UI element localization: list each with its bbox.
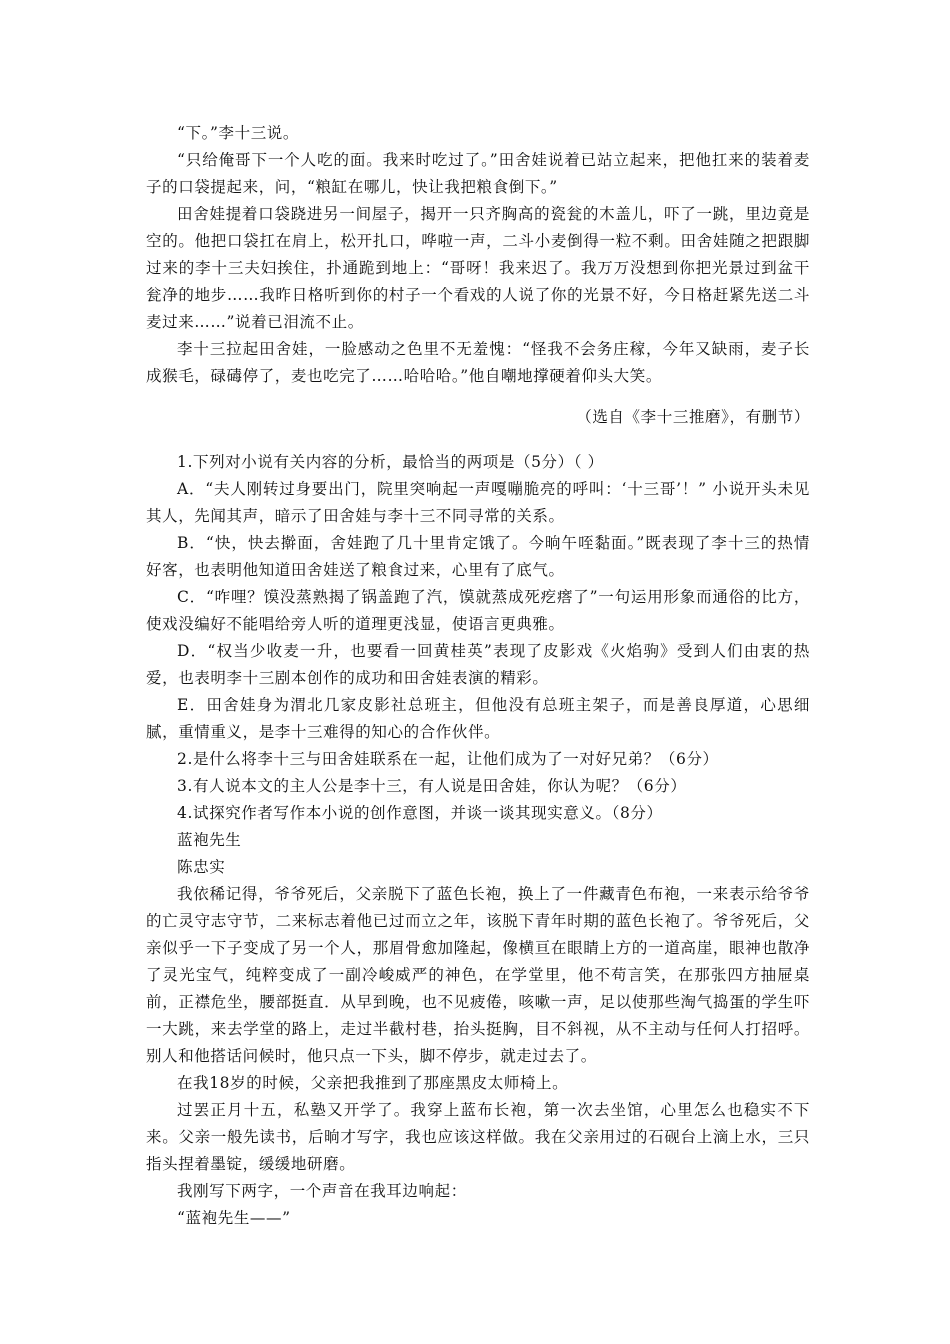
question-1-stem: 1.下列对小说有关内容的分析，最恰当的两项是（5分）（ ）: [177, 453, 604, 471]
paragraph: 我依稀记得，爷爷死后，父亲脱下了蓝色长袍，换上了一件藏青色布袍，一来表示给爷爷的亡灵守志守节，二来标志着他已过而立之年，该脱下青年时期的蓝色长袍了。爷爷死后，父亲似乎一下子变成了另一个人，那眉骨愈加隆起，像横亘在眼睛上方的一道高崖，眼神也散净了灵光宝气，纯粹变成了一副冷峻威严的神色，在学堂里，他不苟言笑，在那张四方抽屉桌前，正襟危坐，腰部挺直．从早到晚，也不见疲倦，咳嗽一声，足以使那些淘气捣蛋的学生吓一大跳，来去学堂的路上，走过半截村巷，抬头挺胸，目不斜视，从不主动与任何人打招呼。别人和他搭话问候时，他只点一下头，脚不停步，就走过去了。: [146, 885, 810, 1065]
option-b: B．“快，快去擀面，舍娃跑了几十里肯定饿了。今晌午咥黏面。”既表现了李十三的热情好客，也表明他知道田舍娃送了粮食过来，心里有了底气。: [146, 534, 810, 579]
paragraph: “蓝袍先生——”: [177, 1209, 291, 1227]
paragraph: 李十三拉起田舍娃，一脸感动之色里不无羞愧：“怪我不会务庄稼，今年又缺雨，麦子长成猴毛，碌碡停了，麦也吃完了……哈哈哈。”他自嘲地撑硬着仰头大笑。: [146, 340, 810, 385]
option-e: E．田舍娃身为渭北几家皮影社总班主，但他没有总班主架子，而是善良厚道，心思细腻，重情重义，是李十三难得的知心的合作伙伴。: [146, 696, 810, 741]
paragraph: “下。”李十三说。: [177, 124, 299, 142]
question-2: 2.是什么将李十三与田舍娃联系在一起，让他们成为了一对好兄弟？（6分）: [177, 750, 719, 768]
option-d: D．“权当少收麦一升，也要看一回黄桂英”表现了皮影戏《火焰驹》受到人们由衷的热爱，也表明李十三剧本创作的成功和田舍娃表演的精彩。: [146, 642, 810, 687]
paragraph: 田舍娃提着口袋跷进另一间屋子，揭开一只齐胸高的瓷瓮的木盖儿，吓了一跳，里边竟是空的。他把口袋扛在肩上，松开扎口，哗啦一声，二斗小麦倒得一粒不剩。田舍娃随之把跟脚过来的李十三夫妇挨住，扑通跪到地上：“哥呀！我来迟了。我万万没想到你把光景过到盆干瓮净的地步……我昨日格听到你的村子一个看戏的人说了你的光景不好，今日格赶紧先送二斗麦过来……”说着已泪流不止。: [146, 205, 810, 331]
option-a: A．“夫人刚转过身要出门，院里突响起一声嘎嘣脆亮的呼叫：‘十三哥’！” 小说开头未见其人，先闻其声，暗示了田舍娃与李十三不同寻常的关系。: [146, 480, 810, 525]
question-3: 3.有人说本文的主人公是李十三，有人说是田舍娃，你认为呢？（6分）: [177, 777, 687, 795]
story-author: 陈忠实: [177, 858, 226, 876]
option-c: C．“咋哩？馍没蒸熟揭了锅盖跑了汽，馍就蒸成死疙瘩了”一句运用形象而通俗的比方，使戏没编好不能唱给旁人听的道理更浅显，使语言更典雅。: [146, 588, 810, 633]
paragraph: 过罢正月十五，私塾又开学了。我穿上蓝布长袍，第一次去坐馆，心里怎么也稳实不下来。父亲一般先读书，后晌才写字，我也应该这样做。我在父亲用过的石砚台上滴上水，三只指头捏着墨锭，缓缓地研磨。: [146, 1101, 810, 1173]
source-note: （选自《李十三推磨》，有删节）: [576, 408, 810, 426]
story-title: 蓝袍先生: [177, 831, 242, 849]
paragraph: 我刚写下两字，一个声音在我耳边响起：: [177, 1182, 467, 1200]
document-page: [146, 120, 810, 1232]
paragraph: 在我18岁的时候，父亲把我推到了那座黑皮太师椅上。: [177, 1074, 569, 1092]
paragraph: “只给俺哥下一个人吃的面。我来时吃过了。”田舍娃说着已站立起来，把他扛来的装着麦子的口袋提起来，问，“粮缸在哪儿，快让我把粮食倒下。”: [146, 151, 810, 196]
question-4: 4.试探究作者写作本小说的创作意图，并谈一谈其现实意义。（8分）: [177, 804, 663, 822]
